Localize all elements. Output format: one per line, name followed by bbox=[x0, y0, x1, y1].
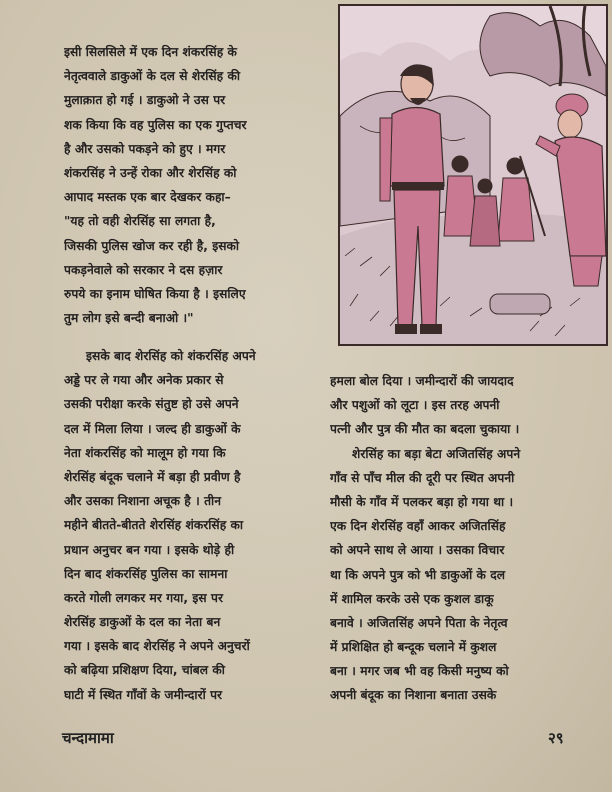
text-line: उसकी परीक्षा करके संतुष्ट हो उसे अपने bbox=[64, 397, 239, 412]
text-line: इसी सिलसिले में एक दिन शंकरसिंह के bbox=[64, 45, 237, 59]
text-line: अपनी बंदूक का निशाना बनाता उसके bbox=[330, 688, 497, 703]
text-line: में शामिल करके उसे एक कुशल डाकू bbox=[330, 591, 494, 606]
text-line: अड्डे पर ले गया और अनेक प्रकार से bbox=[64, 373, 224, 388]
text-line: दिन बाद शंकरसिंह पुलिस का सामना bbox=[64, 566, 228, 581]
text-line: है और उसको पकड़ने को हुए । मगर bbox=[64, 141, 226, 156]
text-line: रुपये का इनाम घोषित किया है । इसलिए bbox=[64, 286, 246, 301]
text-line: गया । इसके बाद शेरसिंह ने अपने अनुचरों bbox=[64, 639, 250, 654]
text-line: प्रधान अनुचर बन गया । इसके थोड़े ही bbox=[64, 542, 235, 557]
text-line: शक किया कि वह पुलिस का एक गुप्तचर bbox=[64, 117, 247, 132]
text-line: बनावे । अजितसिंह अपने पिता के नेतृत्व bbox=[330, 615, 508, 630]
text-line: शंकरसिंह ने उन्हें रोका और शेरसिंह को bbox=[64, 165, 237, 180]
text-line: आपाद मस्तक एक बार देखकर कहा– bbox=[64, 190, 231, 205]
text-line: शेरसिंह बंदूक चलाने में बड़ा ही प्रवीण है bbox=[64, 469, 241, 484]
text-line: मौसी के गाँव में पलकर बड़ा हो गया था । bbox=[330, 494, 514, 509]
text-line: और उसका निशाना अचूक है । तीन bbox=[64, 494, 222, 509]
text-line: था कि अपने पुत्र को भी डाकुओं के दल bbox=[330, 567, 506, 582]
text-line: गाँव से पाँच मील की दूरी पर स्थित अपनी bbox=[330, 470, 515, 485]
story-illustration bbox=[338, 4, 608, 346]
bandits-illustration bbox=[340, 6, 606, 344]
text-line: में प्रशिक्षित हो बन्दूक चलाने में कुशल bbox=[330, 640, 497, 655]
left-column-bottom-text bbox=[64, 344, 314, 707]
text-line: शेरसिंह डाकुओं के दल का नेता बन bbox=[64, 615, 221, 630]
text-line: मुलाक़ात हो गई । डाकुओ ने उस पर bbox=[64, 93, 226, 108]
text-line: दल में मिला लिया । जल्द ही डाकुओं के bbox=[64, 421, 241, 436]
text-line: और पशुओं को लूटा । इस तरह अपनी bbox=[330, 398, 500, 413]
text-line: घाटी में स्थित गाँवों के जमीन्दारों पर bbox=[64, 687, 223, 702]
text-line: पत्नी और पुत्र की मौत का बदला चुकाया । bbox=[330, 422, 520, 437]
magazine-title: चन्दामामा bbox=[62, 729, 114, 747]
text-line: पकड़नेवाले को सरकार ने दस हज़ार bbox=[64, 262, 223, 277]
left-column-top-text bbox=[64, 40, 332, 330]
text-line: नेता शंकरसिंह को मालूम हो गया कि bbox=[64, 445, 226, 460]
text-line: महीने बीतते-बीतते शेरसिंह शंकरसिंह का bbox=[64, 518, 244, 533]
page-number: २९ bbox=[548, 729, 564, 747]
text-line: तुम लोग इसे बन्दी बनाओ ।" bbox=[64, 311, 194, 326]
text-line: हमला बोल दिया । जमीन्दारों की जायदाद bbox=[330, 374, 514, 388]
text-line: शेरसिंह का बड़ा बेटा अजितसिंह अपने bbox=[352, 446, 521, 461]
text-line: करते गोली लगकर मर गया, इस पर bbox=[64, 590, 223, 605]
text-line: इसके बाद शेरसिंह को शंकरसिंह अपने bbox=[86, 349, 256, 363]
text-line: को बढ़िया प्रशिक्षण दिया, चांबल की bbox=[64, 663, 225, 678]
text-line: को अपने साथ ले आया । उसका विचार bbox=[330, 543, 505, 558]
text-line: जिसकी पुलिस खोज कर रही है, इसको bbox=[64, 238, 240, 253]
text-line: नेतृत्ववाले डाकुओं के दल से शेरसिंह की bbox=[64, 69, 241, 84]
text-line: "यह तो वही शेरसिंह सा लगता है, bbox=[64, 214, 216, 229]
text-line: एक दिन शेरसिंह वहाँ आकर अजितसिंह bbox=[330, 519, 506, 534]
text-line: बना । मगर जब भी वह किसी मनुष्य को bbox=[330, 664, 509, 679]
right-column-text bbox=[330, 369, 592, 708]
